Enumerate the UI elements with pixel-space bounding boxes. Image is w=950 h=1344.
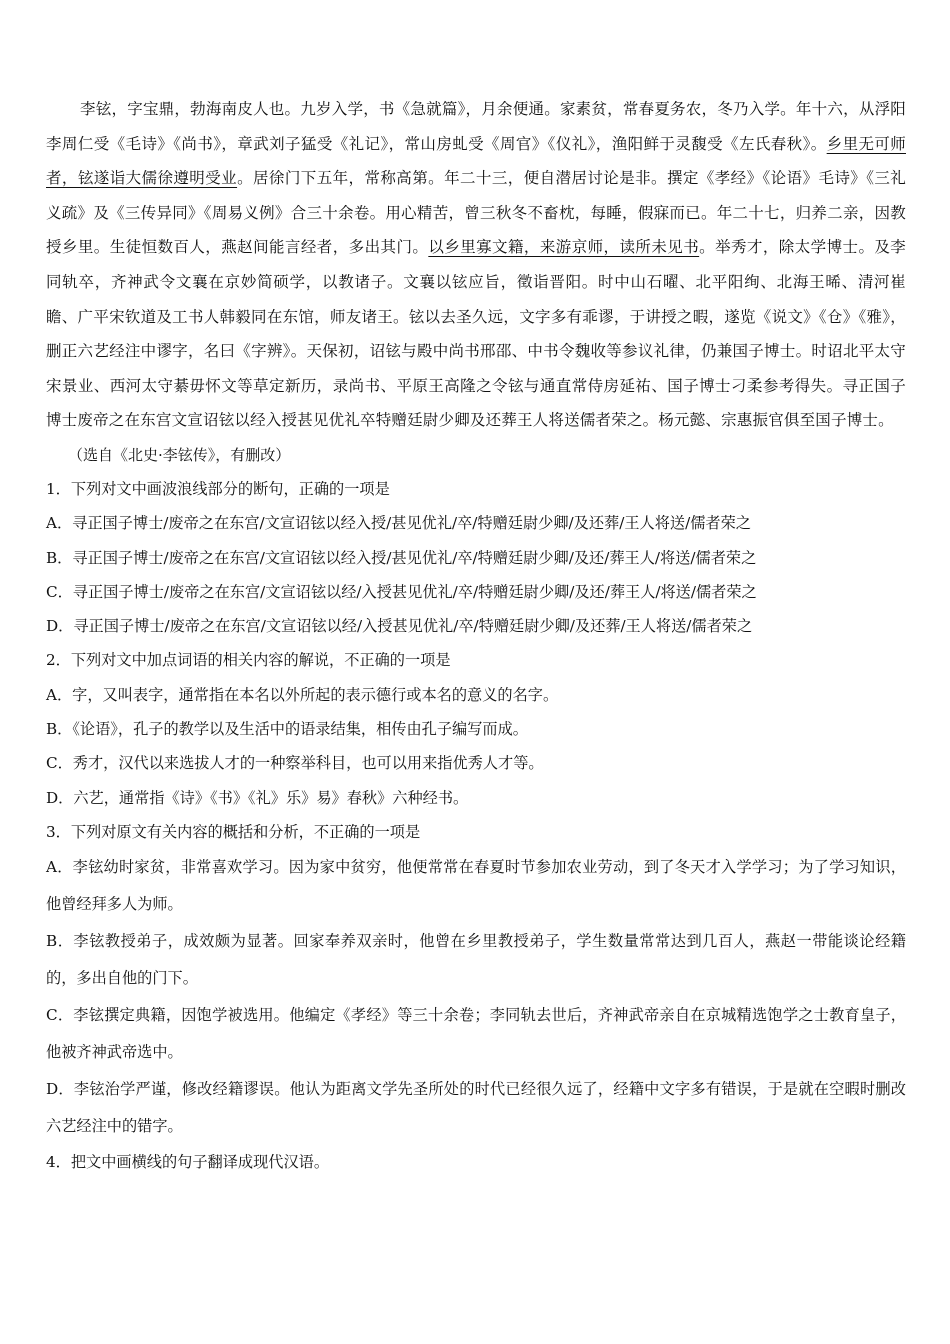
passage-text-1: 李铉，字宝鼎，勃海南皮人也。九岁入学，书《急就篇》，月余便通。家素贫，常春夏务农，冬乃入学。年十六，从浮阳李周仁受《毛诗》《尚书》，章武刘子猛受《礼记》，常山房虬受《周官》《仪礼》，渔阳鲜于灵馥受《左氏春秋》。: [46, 100, 906, 153]
question-2-option-a: A．字，又叫表字，通常指在本名以外所起的表示德行或本名的意义的名字。: [46, 685, 559, 704]
question-3-option-a: A．李铉幼时家贫，非常喜欢学习。因为家中贫穷，他便常常在春夏时节参加农业劳动，到了冬天才入学学习；为了学习知识，他曾经拜多人为师。: [46, 858, 906, 914]
question-1-option-b: B．寻正国子博士/废帝之在东宫/文宣诏铉以经入授/甚见优礼/卒/特赠廷尉少卿/及还/葬王人/将送/儒者荣之: [46, 548, 757, 567]
question-4: [46, 1145, 906, 1179]
question-1-stem: 1．下列对文中画波浪线部分的断句，正确的一项是: [46, 479, 390, 498]
underlined-sentence-1: 乡里无可师者，铉遂诣大儒徐遵明受业: [46, 134, 906, 188]
passage-text-2: 。居徐门下五年，常称高第。年二十三，便自潜居讨论是非。撰定《孝经》《论语》毛诗》《三礼义疏》及《三传异同》《周易义例》合三十余卷。用心精苦，曾三秋冬不畜枕，每睡，假寐而已。年二十七，归养二亲，因教授乡里。生徒恒数百人，燕赵间能言经者，多出其门。: [46, 169, 907, 257]
question-1-option-d: D．寻正国子博士/废帝之在东宫/文宣诏铉以经/入授甚见优礼/卒/特赠廷尉少卿/及还葬/王人将送/儒者荣之: [46, 617, 753, 636]
question-2-option-b: B．《论语》，孔子的教学以及生活中的语录结集，相传由孔子编写而成。: [46, 720, 528, 739]
question-2-stem: 2．下列对文中加点词语的相关内容的解说，不正确的一项是: [46, 651, 451, 670]
question-1-option-a: A．寻正国子博士/废帝之在东宫/文宣诏铉以经入授/甚见优礼/卒/特赠廷尉少卿/及还葬/王人将送/儒者荣之: [46, 514, 751, 533]
question-3: [46, 815, 906, 1145]
question-2-option-d: D．六艺，通常指《诗》《书》《礼》乐》易》春秋》六种经书。: [46, 788, 469, 807]
question-4-stem: 4．把文中画横线的句子翻译成现代汉语。: [46, 1153, 330, 1172]
passage-source: （选自《北史·李铉传》，有删改）: [68, 445, 291, 464]
question-1: [46, 472, 906, 643]
reading-passage: [46, 92, 906, 438]
underlined-sentence-2: 以乡里寡文籍，来游京师，读所未见书: [428, 238, 700, 257]
question-3-option-c: C．李铉撰定典籍，因饱学被选用。他编定《孝经》等三十余卷；李同轨去世后，齐神武帝亲自在京城精选饱学之士教育皇子，他被齐神武帝选中。: [46, 1006, 906, 1062]
question-3-option-d: D．李铉治学严谨，修改经籍谬误。他认为距离文学先圣所处的时代已经很久远了，经籍中文字多有错误，于是就在空暇时删改六艺经注中的错字。: [46, 1080, 906, 1136]
exam-page: [46, 92, 906, 1180]
question-2-option-c: C．秀才，汉代以来选拔人才的一种察举科目，也可以用来指优秀人才等。: [46, 754, 544, 773]
question-3-option-b: B．李铉教授弟子，成效颇为显著。回家奉养双亲时，他曾在乡里教授弟子，学生数量常常达到几百人，燕赵一带能谈论经籍的，多出自他的门下。: [46, 932, 906, 988]
question-1-option-c: C．寻正国子博士/废帝之在东宫/文宣诏铉以经/入授甚见优礼/卒/特赠廷尉少卿/及还/葬王人/将送/儒者荣之: [46, 582, 757, 601]
question-2: [46, 643, 906, 814]
passage-text-3: 。举秀才，除太学博士。及李同轨卒，齐神武令文襄在京妙简硕学，以教诸子。文襄以铉应旨，徵诣晋阳。时中山石曜、北平阳绚、北海王晞、清河崔瞻、广平宋钦道及工书人韩毅同在东馆，师友诸王。铉以去圣久远，文字多有乖谬，于讲授之暇，遂览《说文》《仓》《雅》，删正六艺经注中谬字，名曰《字辨》。天保初，诏铉与殿中尚书邢邵、中书令魏收等参议礼律，仍兼国子博士。时诏北平太守宋景业、西河太守綦毋怀文等草定新历，录尚书、平原王高隆之令铉与通直常侍房延祐、国子博士刁柔参考得失。寻正国子博士废帝之在东宫文宣诏铉以经入授甚见优礼卒特赠廷尉少卿及还葬王人将送儒者荣之。杨元懿、宗惠振官俱至国子博士。: [46, 238, 906, 430]
question-3-stem: 3．下列对原文有关内容的概括和分析，不正确的一项是: [46, 822, 421, 841]
